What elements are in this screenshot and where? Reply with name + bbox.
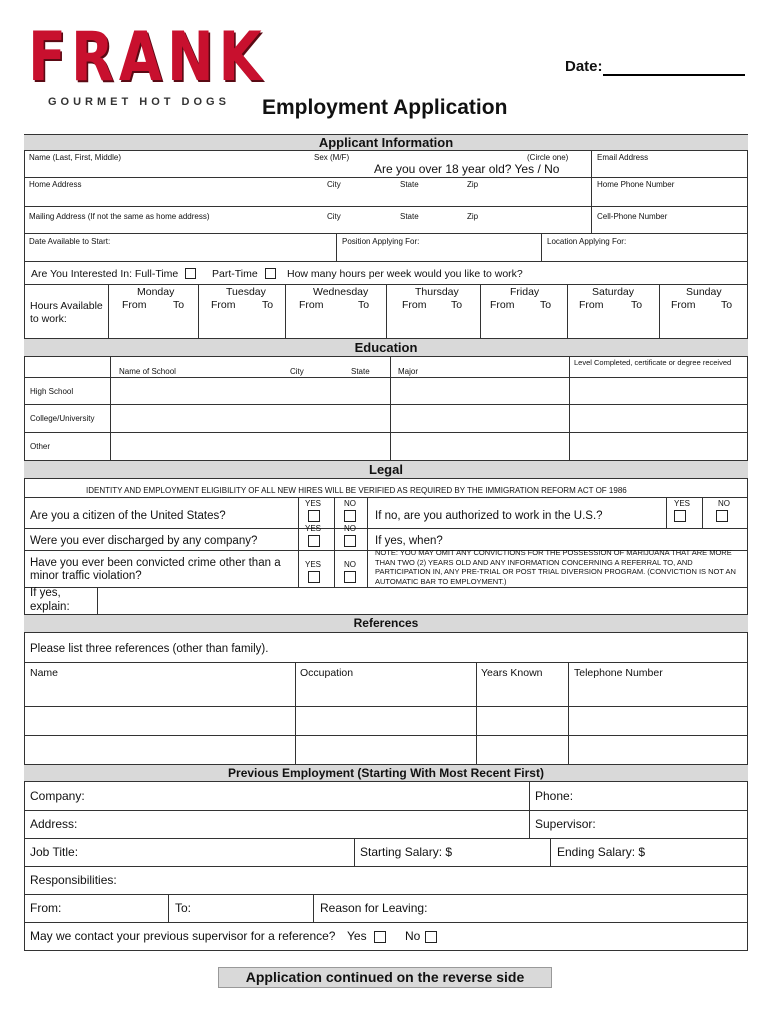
convicted-yes-label: YES: [305, 560, 322, 569]
company-label: Company:: [30, 789, 85, 803]
full-time-checkbox[interactable]: [185, 268, 196, 279]
school-city-header: City: [290, 367, 304, 376]
circle-one-label: (Circle one): [527, 153, 569, 162]
discharged-question: Were you ever discharged by any company?: [30, 535, 258, 547]
responsibilities-label: Responsibilities:: [30, 873, 117, 887]
wednesday-to: To: [358, 299, 370, 311]
monday-from: From: [122, 299, 147, 311]
friday-to: To: [540, 299, 552, 311]
citizen-no-checkbox[interactable]: [344, 510, 356, 522]
section-applicant-info: Applicant Information: [24, 134, 748, 151]
day-tuesday: Tuesday: [226, 286, 266, 298]
contact-no-checkbox[interactable]: [425, 931, 437, 943]
logo-wordmark: FRANK: [28, 18, 267, 97]
day-friday: Friday: [510, 286, 540, 298]
citizen-no-label: NO: [344, 499, 356, 508]
name-label: Name (Last, First, Middle): [29, 153, 122, 162]
address-label: Address:: [30, 817, 78, 831]
contact-no-label: No: [405, 929, 421, 943]
mailing-city-label: City: [327, 212, 341, 221]
ending-salary-label: Ending Salary: $: [557, 845, 646, 859]
part-time-checkbox[interactable]: [265, 268, 276, 279]
edu-row-high-school: High School: [30, 387, 74, 396]
section-previous-employment: Previous Employment (Starting With Most Recent First): [24, 764, 748, 782]
continued-notice: Application continued on the reverse side: [218, 967, 552, 988]
citizen-yes-label: YES: [305, 499, 322, 508]
school-name-header: Name of School: [119, 367, 176, 376]
thursday-from: From: [402, 299, 427, 311]
wednesday-from: From: [299, 299, 324, 311]
age-question[interactable]: Are you over 18 year old? Yes / No: [374, 162, 560, 176]
section-legal: Legal: [24, 460, 748, 479]
tuesday-to: To: [262, 299, 274, 311]
phone-label: Phone:: [535, 789, 574, 803]
date-field[interactable]: [603, 74, 745, 76]
monday-to: To: [173, 299, 185, 311]
from-label: From:: [30, 901, 62, 915]
convicted-question: Have you ever been convicted crime other than a minor traffic violation?: [30, 557, 281, 582]
mailing-state-label: State: [400, 212, 419, 221]
ref-col-years-known: Years Known: [481, 667, 543, 679]
citizen-question: Are you a citizen of the United States?: [30, 510, 226, 522]
saturday-to: To: [631, 299, 643, 311]
home-state-label: State: [400, 180, 419, 189]
part-time-label: Part-Time: [212, 268, 258, 280]
home-city-label: City: [327, 180, 341, 189]
day-thursday: Thursday: [415, 286, 459, 298]
authorized-no-checkbox[interactable]: [716, 510, 728, 522]
interested-label: Are You Interested In: Full-Time: [31, 268, 179, 280]
references-instruction: Please list three references (other than family).: [30, 643, 269, 655]
school-state-header: State: [351, 367, 370, 376]
level-completed-header: Level Completed, certificate or degree received: [574, 358, 732, 367]
starting-salary-label: Starting Salary: $: [360, 845, 453, 859]
date-available-label: Date Available to Start:: [29, 237, 111, 246]
day-saturday: Saturday: [592, 286, 635, 298]
contact-yes-checkbox[interactable]: [374, 931, 386, 943]
contact-yes-label: Yes: [347, 929, 367, 943]
saturday-from: From: [579, 299, 604, 311]
sunday-from: From: [671, 299, 696, 311]
cell-phone-label: Cell-Phone Number: [597, 212, 668, 221]
citizen-yes-checkbox[interactable]: [308, 510, 320, 522]
sex-label: Sex (M/F): [314, 153, 350, 162]
major-header: Major: [398, 367, 419, 376]
authorized-question: If no, are you authorized to work in the U.S.?: [375, 510, 603, 522]
identity-notice: IDENTITY AND EMPLOYMENT ELIGIBILITY OF ALL NEW HIRES WILL BE VERIFIED AS REQUIRED BY THE IMMIGRATION REFORM ACT OF 1986: [86, 486, 627, 495]
date-label: Date:: [565, 58, 603, 75]
job-title-label: Job Title:: [30, 845, 79, 859]
discharged-no-label: NO: [344, 524, 356, 533]
section-education: Education: [24, 338, 748, 357]
convicted-yes-checkbox[interactable]: [308, 571, 320, 583]
ref-col-name: Name: [30, 667, 59, 679]
home-phone-label: Home Phone Number: [597, 180, 675, 189]
discharged-yes-label: YES: [305, 524, 322, 533]
day-sunday: Sunday: [686, 286, 722, 298]
day-wednesday: Wednesday: [313, 286, 369, 298]
hours-available-label: Hours Available to work:: [30, 300, 103, 325]
page-title: Employment Application: [262, 96, 508, 119]
discharged-no-checkbox[interactable]: [344, 535, 356, 547]
to-label: To:: [175, 901, 192, 915]
convicted-no-label: NO: [344, 560, 356, 569]
hours-question: How many hours per week would you like to work?: [287, 268, 523, 280]
section-references: References: [24, 614, 748, 633]
mailing-address-label: Mailing Address (If not the same as home address): [29, 212, 210, 221]
frank-logo: [28, 18, 267, 112]
home-address-label: Home Address: [29, 180, 82, 189]
convictions-note: NOTE: YOU MAY OMIT ANY CONVICTIONS FOR THE POSSESSION OF MARIJUANA THAT ARE MORE THAN TWO (2) YEARS OLD AND ANY INFORMATION CONCERNING A REFERRAL TO, AND PARTICIPATION IN, ANY PRE-TRIAL OR POST TRIAL DIVERSION PROGRAM. (CONVICTION IS NOT AN AUTOMATIC BAR TO EMPLOYMENT.): [375, 548, 736, 586]
if-yes-when-label: If yes, when?: [375, 535, 443, 547]
authorized-yes-label: YES: [674, 499, 691, 508]
authorized-no-label: NO: [718, 499, 730, 508]
sunday-to: To: [721, 299, 733, 311]
tuesday-from: From: [211, 299, 236, 311]
email-label: Email Address: [597, 153, 649, 162]
edu-row-other: Other: [30, 442, 51, 451]
supervisor-label: Supervisor:: [535, 817, 596, 831]
ref-col-occupation: Occupation: [300, 667, 354, 679]
position-label: Position Applying For:: [342, 237, 420, 246]
contact-supervisor-question: May we contact your previous supervisor for a reference?: [30, 929, 336, 943]
explain-label: If yes, explain:: [30, 587, 70, 613]
mailing-zip-label: Zip: [467, 212, 479, 221]
location-label: Location Applying For:: [547, 237, 627, 246]
ref-col-telephone: Telephone Number: [574, 667, 663, 679]
thursday-to: To: [451, 299, 463, 311]
convicted-no-checkbox[interactable]: [344, 571, 356, 583]
authorized-yes-checkbox[interactable]: [674, 510, 686, 522]
edu-row-college: College/University: [30, 414, 95, 423]
friday-from: From: [490, 299, 515, 311]
home-zip-label: Zip: [467, 180, 479, 189]
logo-tagline: GOURMET HOT DOGS: [48, 96, 230, 108]
day-monday: Monday: [137, 286, 175, 298]
discharged-yes-checkbox[interactable]: [308, 535, 320, 547]
reason-for-leaving-label: Reason for Leaving:: [320, 901, 428, 915]
